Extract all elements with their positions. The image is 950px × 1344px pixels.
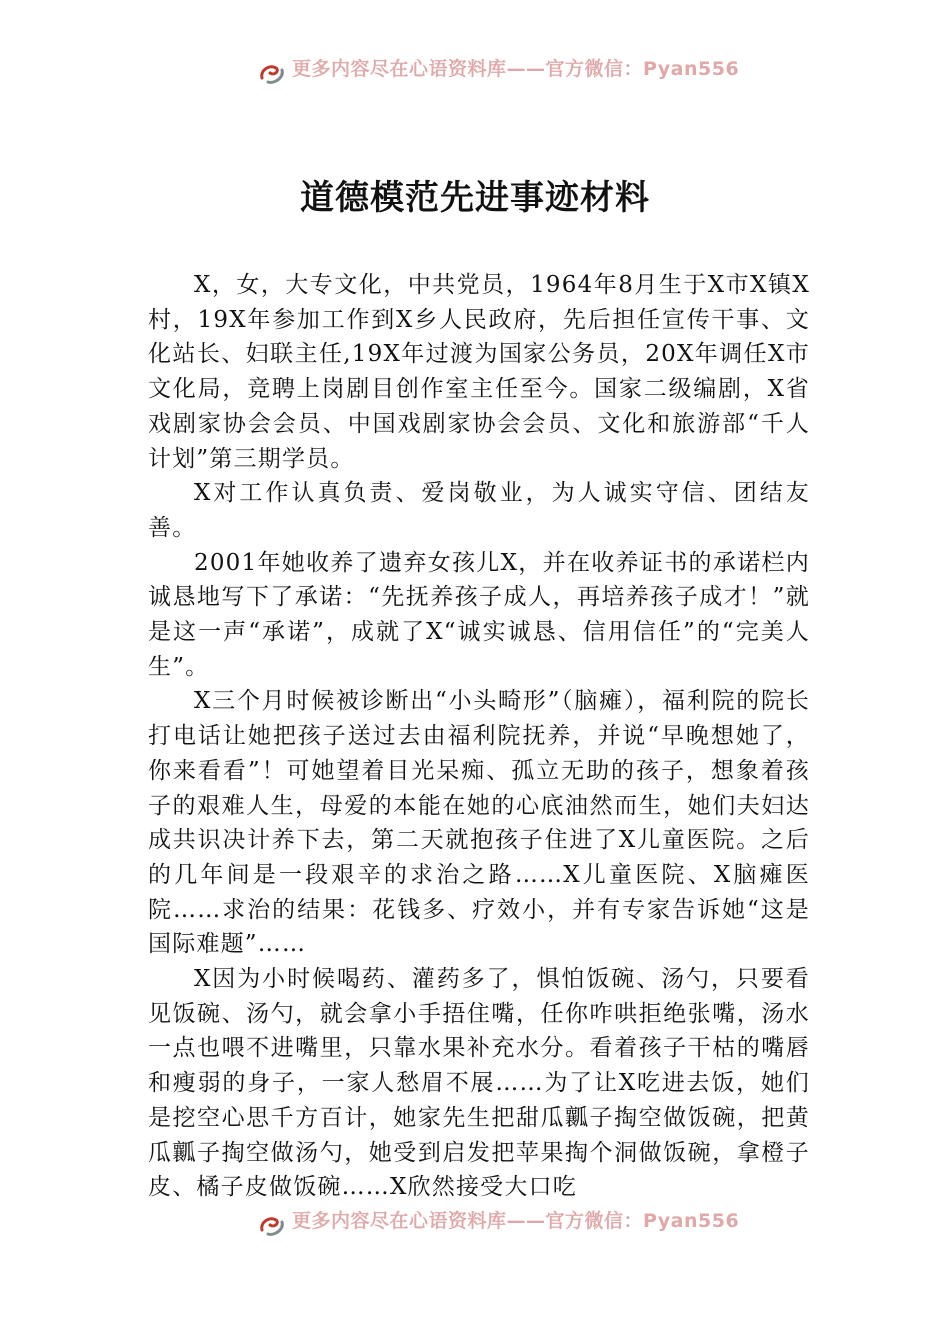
paragraph-work-attitude: X对工作认真负责、爱岗敬业，为人诚实守信、团结友善。 <box>148 480 810 541</box>
swirl-logo-icon <box>258 1214 286 1238</box>
paragraph-diagnosis: X三个月时候被诊断出“小头畸形”（脑瘫），福利院的院长打电话让她把孩子送过去由福利院抚养，并说“早晚想她了，你来看看”！可她望着目光呆痴、孤立无助的孩子，想象着孩子的艰难人生，母爱的本能在她的心底油然而生，她们夫妇达成共识决计养下去，第二天就抱孩子住进了X儿童医院。之后的几年间是一段艰辛的求治之路……X儿童医院、X脑瘫医院……求治的结果：花钱多、疗效小，并有专家告诉她“这是国际难题”…… <box>148 688 810 958</box>
watermark-text: 更多内容尽在心语资料库——官方微信：Pyan556 <box>292 1210 740 1232</box>
document-body <box>148 268 810 1205</box>
paragraph-biography: X，女，大专文化，中共党员，1964年8月生于X市X镇X村，19X年参加工作到X乡人民政府，先后担任宣传干事、文化站长、妇联主任,19X年过渡为国家公务员，20X年调任X市文化局，竞聘上岗剧目创作室主任至今。国家二级编剧，X省戏剧家协会会员、中国戏剧家协会会员、文化和旅游部“千人计划”第三期学员。 <box>148 272 810 472</box>
watermark-footer <box>0 1208 950 1238</box>
paragraph-adoption: 2001年她收养了遗弃女孩儿X，并在收养证书的承诺栏内诚恳地写下了承诺：“先抚养孩子成人，再培养孩子成才！”就是这一声“承诺”，成就了X“诚实诚恳、信用信任”的“完美人生”。 <box>148 549 810 680</box>
document-title: 道德模范先进事迹材料 <box>300 178 650 218</box>
watermark-text: 更多内容尽在心语资料库——官方微信：Pyan556 <box>292 58 740 80</box>
paragraph-feeding: X因为小时候喝药、灌药多了，惧怕饭碗、汤勺，只要看见饭碗、汤勺，就会拿小手捂住嘴，任你咋哄拒绝张嘴，汤水一点也喂不进嘴里，只靠水果补充水分。看着孩子干枯的嘴唇和瘦弱的身子，一家人愁眉不展……为了让X吃进去饭，她们是挖空心思千方百计，她家先生把甜瓜瓤子掏空做饭碗，把黄瓜瓤子掏空做汤勺，她受到启发把苹果掏个洞做饭碗，拿橙子皮、橘子皮做饭碗……X欣然接受大口吃 <box>148 966 810 1201</box>
watermark-header <box>0 56 950 86</box>
swirl-logo-icon <box>258 62 286 86</box>
